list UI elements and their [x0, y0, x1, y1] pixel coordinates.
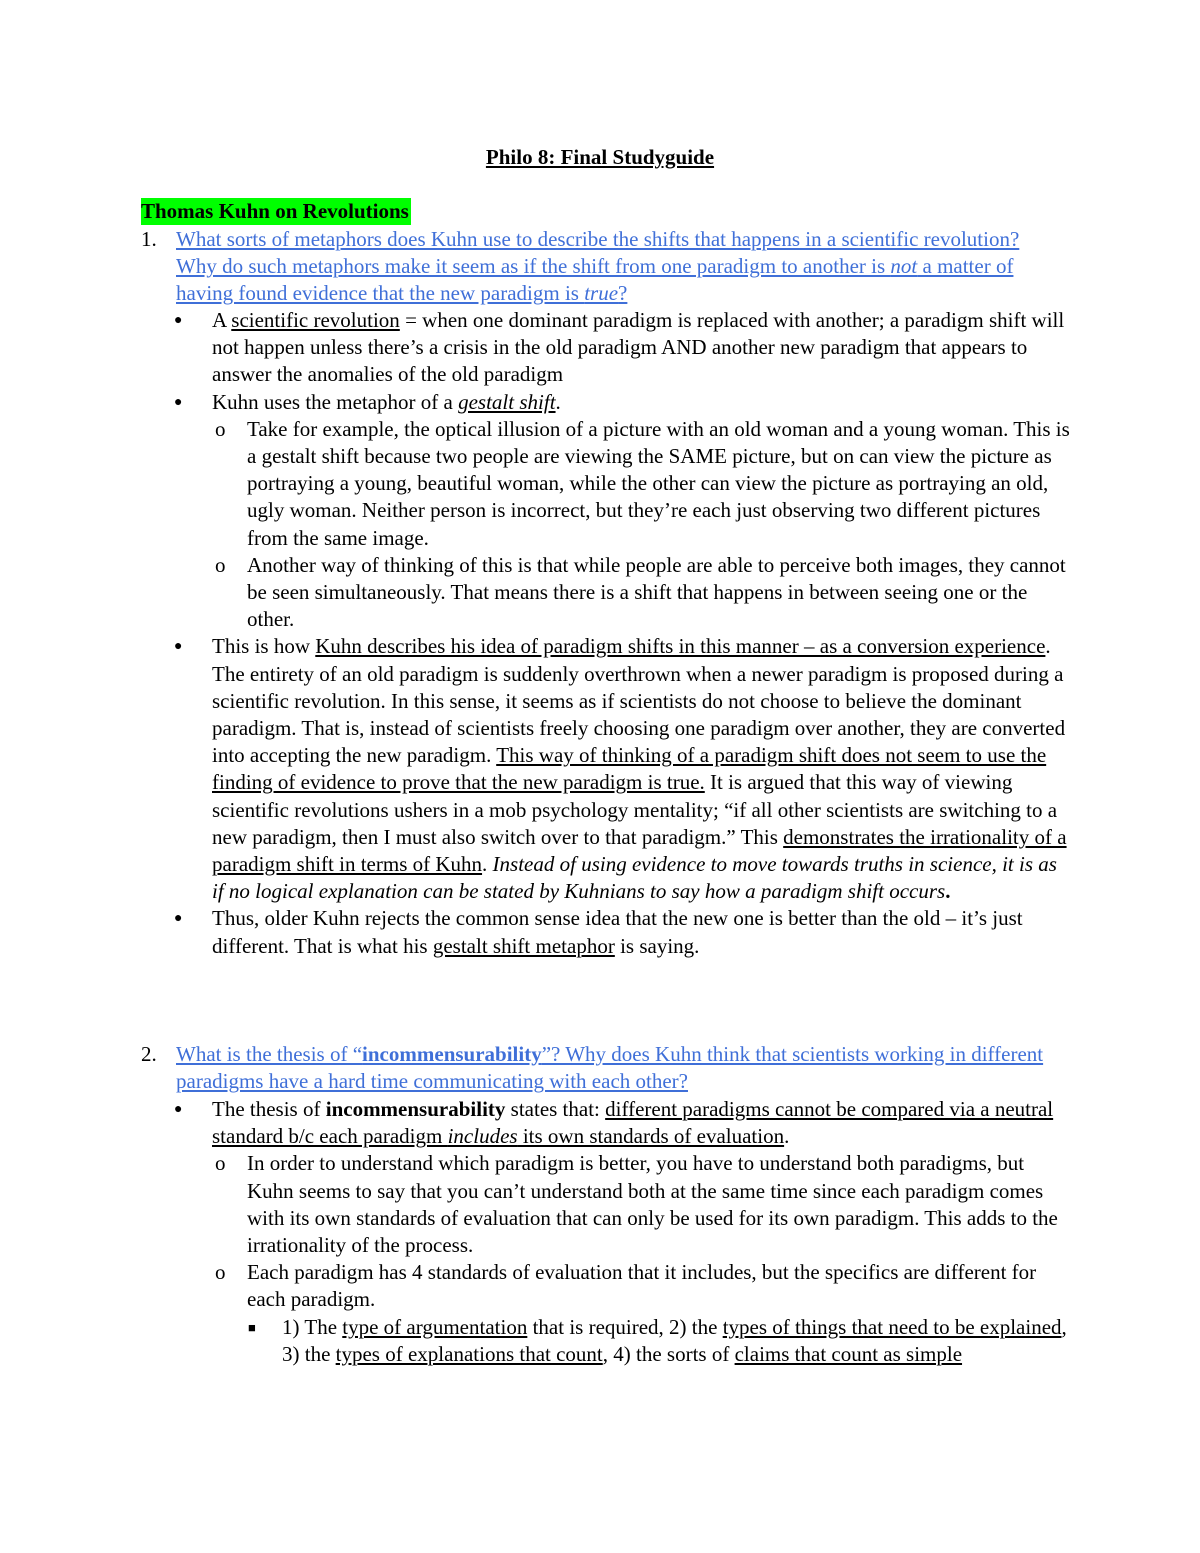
bullet-icon: ●	[174, 313, 183, 328]
question-1-text: What sorts of metaphors does Kuhn use to describe the shifts that happens in a scientific revolution? Why do such metaphors make it seem as if the shift from one paradigm to another is not a matter of having found evidence that the new paradigm is true?	[176, 227, 1020, 306]
circle-bullet-icon: o	[215, 552, 226, 577]
question-2-answers	[170, 1096, 1070, 1368]
question-2-text: What is the thesis of “incommensurability”? Why does Kuhn think that scientists working in different paradigms have a hard time communicating with each other?	[176, 1042, 1044, 1094]
section-heading-highlighted: Thomas Kuhn on Revolutions	[141, 198, 411, 225]
question-1-answers	[170, 307, 1070, 960]
square-bullet-icon: ■	[248, 1319, 256, 1335]
bullet-icon: ●	[174, 639, 183, 655]
bullet-icon: ●	[174, 1102, 183, 1117]
list-item: ● Kuhn uses the metaphor of a gestalt shift.	[170, 389, 1070, 416]
list-item: ● This is how Kuhn describes his idea of paradigm shifts in this manner – as a conversion experience. The entirety of an old paradigm is suddenly overthrown when a newer paradigm is proposed during a scientific revolution. In this sense, it seems as if scientists do not choose to believe the dominant paradigm. That is, instead of scientists freely choosing one paradigm over another, they are converted into accepting the new paradigm. This way of thinking of a paradigm shift does not seem to use the finding of evidence to prove that the new paradigm is true. It is argued that this way of viewing scientific revolutions ushers in a mob psychology mentality; “if all other scientists are switching to a new paradigm, then I must also switch over to that paradigm.” This demonstrates the irrationality of a paradigm shift in terms of Kuhn. Instead of using evidence to move towards truths in science, it is as if no logical explanation can be stated by Kuhnians to say how a paradigm shift occurs.	[174, 634, 1067, 904]
circle-bullet-icon: o	[215, 1260, 226, 1285]
sub-list-item: o Another way of thinking of this is that while people are able to perceive both images, they cannot be seen simultaneously. That means there is a shift that happens in between seeing one or the other.	[215, 552, 1066, 632]
question-2	[141, 1041, 1061, 1095]
circle-bullet-icon: o	[215, 1151, 226, 1176]
question-number: 1.	[141, 227, 157, 251]
list-item: ● Thus, older Kuhn rejects the common sense idea that the new one is better than the old – it’s just different. That is what his gestalt shift metaphor is saying.	[174, 906, 1023, 958]
circle-bullet-icon: o	[215, 416, 226, 441]
bullet-icon: ●	[174, 394, 183, 410]
sub-list-item: o In order to understand which paradigm is better, you have to understand both paradigms, but Kuhn seems to say that you can’t understand both at the same time since each paradigm comes with its own standards of evaluation that can only be used for its own paradigm. This adds to the irrationality of the process.	[215, 1151, 1058, 1258]
sub-list-item: o Take for example, the optical illusion of a picture with an old woman and a young woman. This is a gestalt shift because two people are viewing the SAME picture, but on can view the picture as portraying a young, beautiful woman, while the other can view the picture as portraying an old, ugly woman. Neither person is incorrect, but they’re each just observing two different pictures from the same image.	[215, 416, 1070, 550]
sub-sub-list-item: ■ 1) The type of argumentation that is required, 2) the types of things that need to be explained, 3) the types of explanations that count, 4) the sorts of claims that count as simple	[248, 1314, 1067, 1366]
sub-list-item: o Each paradigm has 4 standards of evaluation that it includes, but the specifics are different for each paradigm.	[215, 1260, 1037, 1312]
question-number: 2.	[141, 1042, 157, 1066]
page-title: Philo 8: Final Studyguide	[485, 145, 715, 169]
bullet-icon: ●	[174, 911, 183, 927]
question-1	[141, 226, 1061, 308]
list-item: ● A scientific revolution = when one dominant paradigm is replaced with another; a paradigm shift will not happen unless there’s a crisis in the old paradigm AND another new paradigm that appears to answer the anomalies of the old paradigm	[174, 308, 1065, 387]
list-item: ● The thesis of incommensurability states that: different paradigms cannot be compared via a neutral standard b/c each paradigm includes its own standards of evaluation.	[174, 1097, 1054, 1149]
